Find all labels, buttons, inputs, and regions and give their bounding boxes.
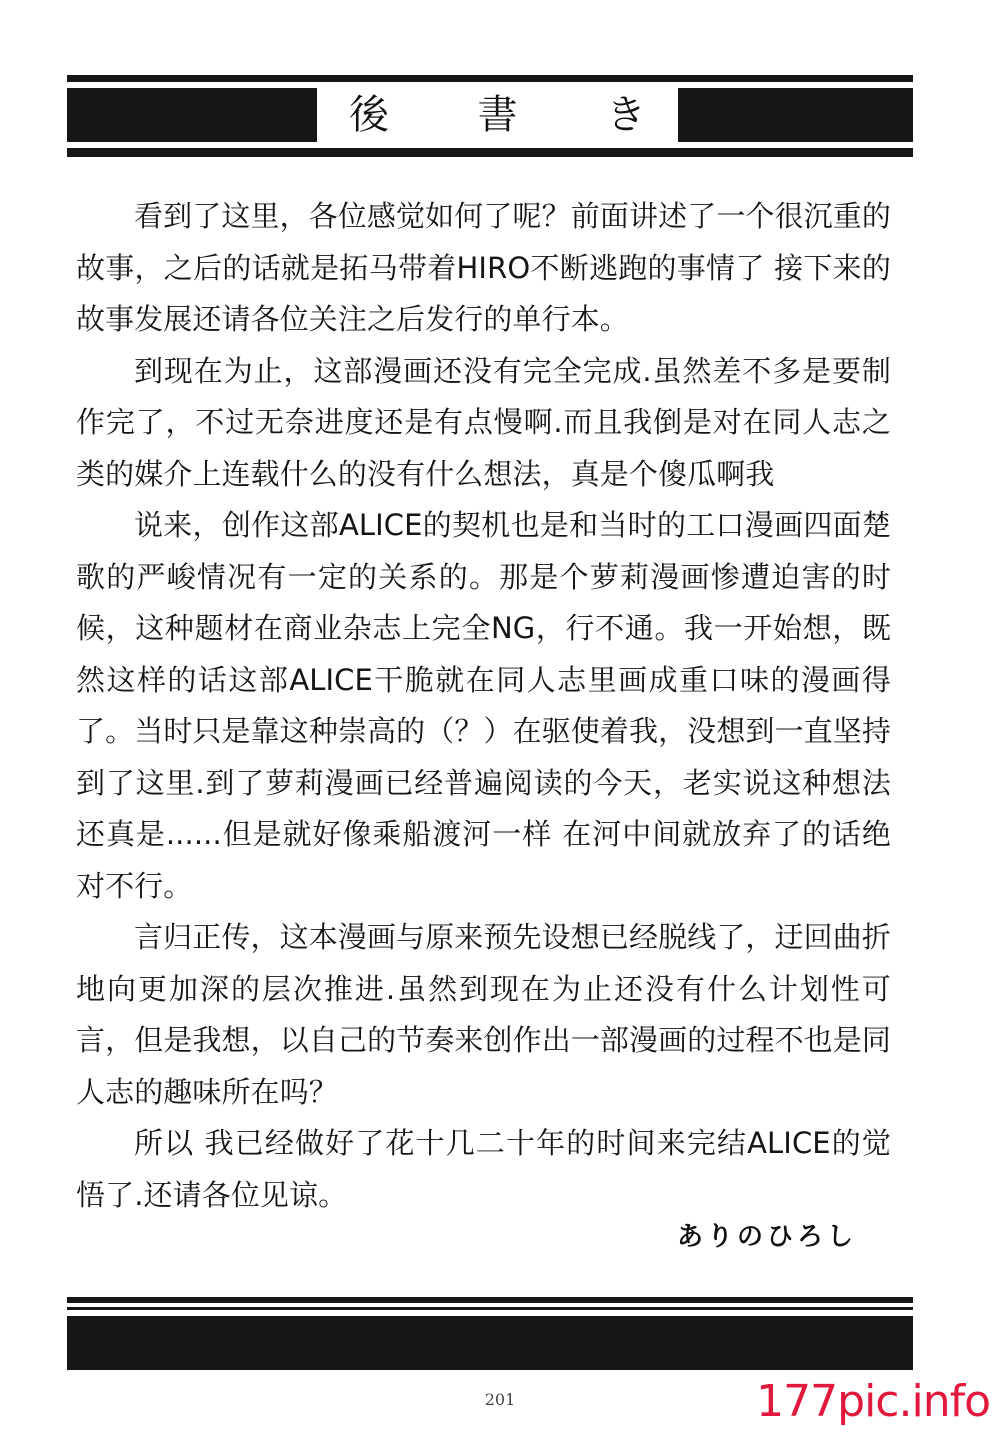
paragraph-3: 说来，创作这部ALICE的契机也是和当时的工口漫画四面楚歌的严峻情况有一定的关系的。那是个萝莉漫画惨遭迫害的时候，这种题材在商业杂志上完全NG，行不通。我一开始想，既然这样的话这部ALICE干脆就在同人志里画成重口味的漫画得了。当时只是靠这种崇高的（？）在驱使着我，没想到一直坚持到了这里.到了萝莉漫画已经普遍阅读的今天，老实说这种想法还真是......但是就好像乘船渡河一样 在河中间就放弃了的话绝对不行。 <box>76 508 891 903</box>
page-number: 201 <box>484 1390 516 1409</box>
bottom-banner <box>67 1316 913 1370</box>
paragraph-1: 看到了这里，各位感觉如何了呢？前面讲述了一个很沉重的故事，之后的话就是拓马带着HIRO不断逃跑的事情了 接下来的故事发展还请各位关注之后发行的单行本。 <box>76 199 891 336</box>
bottom-rule-upper <box>67 1297 913 1303</box>
paragraph-2: 到现在为止，这部漫画还没有完全完成.虽然差不多是要制作完了，不过无奈进度还是有点慢啊.而且我倒是对在同人志之类的媒介上连载什么的没有什么想法，真是个傻瓜啊我 <box>76 353 891 491</box>
bottom-rule-middle <box>67 1307 913 1310</box>
top-rule-lower <box>67 148 913 157</box>
page-title <box>317 88 678 142</box>
top-rule-upper <box>67 75 913 82</box>
author-signature: ありのひろし <box>676 1222 857 1252</box>
site-watermark: 177pic.info <box>756 1376 990 1427</box>
title-char-3: き <box>606 92 646 138</box>
title-char-1: 後 <box>349 92 389 138</box>
paragraph-5: 所以 我已经做好了花十几二十年的时间来完结ALICE的觉悟了.还请各位见谅。 <box>76 1126 891 1212</box>
title-char-2: 書 <box>477 92 518 138</box>
paragraph-4: 言归正传，这本漫画与原来预先设想已经脱线了，迂回曲折地向更加深的层次推进.虽然到现在为止还没有什么计划性可言，但是我想，以自己的节奏来创作出一部漫画的过程不也是同人志的趣味所在吗？ <box>76 920 891 1109</box>
afterword-body <box>76 191 891 1221</box>
